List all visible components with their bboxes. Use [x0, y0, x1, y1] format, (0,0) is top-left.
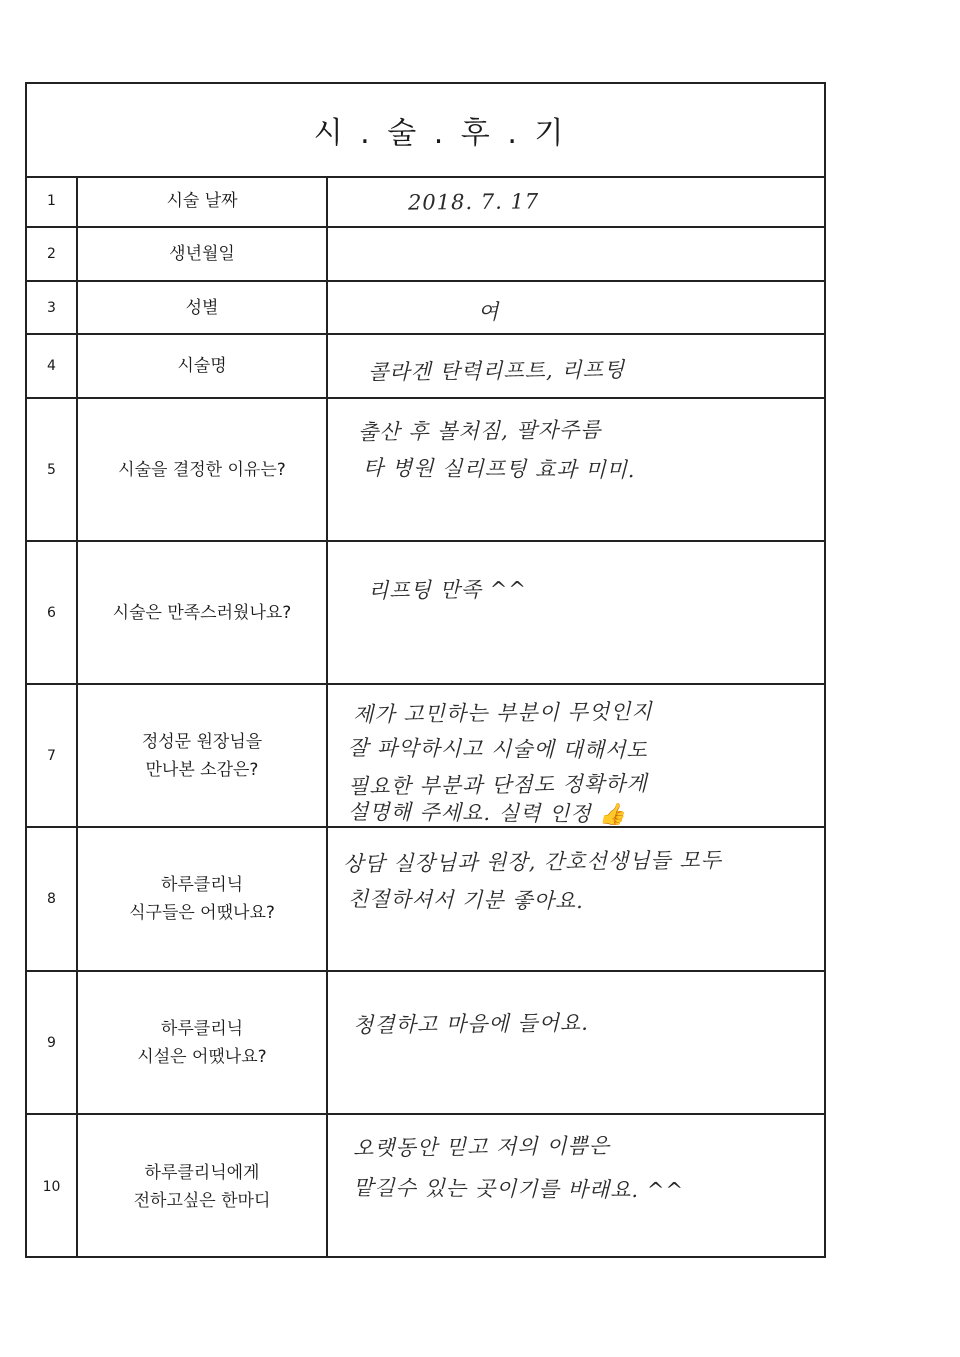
- handwritten-answer-line: 오랫동안 믿고 저의 이쁨은: [352, 1133, 611, 1161]
- handwritten-answer-line: 콜라겐 탄력리프트, 리프팅: [367, 357, 626, 385]
- review-form: [25, 82, 826, 1258]
- answer-cell: [328, 1115, 824, 1258]
- form-row-4: [27, 335, 824, 399]
- question-label: 하루클리닉에게 전하고싶은 한마디: [78, 1115, 328, 1258]
- form-row-2: [27, 228, 824, 282]
- question-label: 하루클리닉 시설은 어땠나요?: [78, 972, 328, 1113]
- answer-cell: [328, 542, 824, 683]
- form-row-6: [27, 542, 824, 685]
- question-label: 시술을 결정한 이유는?: [78, 399, 328, 540]
- handwritten-answer-line: 여: [477, 299, 500, 325]
- answer-cell: [328, 228, 824, 280]
- row-number: 7: [27, 685, 78, 826]
- row-number: 9: [27, 972, 78, 1113]
- handwritten-answer-line: 맡길수 있는 곳이기를 바래요. ^^: [352, 1175, 685, 1203]
- handwritten-answer-line: 2018. 7. 17: [407, 189, 540, 215]
- form-row-5: [27, 399, 824, 542]
- answer-cell: [328, 972, 824, 1113]
- form-row-9: [27, 972, 824, 1115]
- form-row-10: [27, 1115, 824, 1258]
- row-number: 5: [27, 399, 78, 540]
- handwritten-answer-line: 제가 고민하는 부분이 무엇인지: [352, 699, 653, 727]
- handwritten-answer-line: 리프팅 만족 ^^: [367, 577, 528, 603]
- question-label: 정성문 원장님을 만나본 소감은?: [78, 685, 328, 826]
- form-row-3: [27, 282, 824, 335]
- question-label: 하루클리닉 식구들은 어땠나요?: [78, 828, 328, 970]
- answer-cell: [328, 176, 824, 226]
- row-number: 2: [27, 228, 78, 280]
- answer-cell: [328, 282, 824, 333]
- form-row-8: [27, 828, 824, 972]
- question-label: 생년월일: [78, 228, 328, 280]
- handwritten-answer-line: 타 병원 실리프팅 효과 미미.: [362, 455, 636, 483]
- title-row: [27, 84, 824, 178]
- answer-cell: [328, 685, 824, 826]
- form-row-7: [27, 685, 824, 828]
- answer-cell: [328, 399, 824, 540]
- handwritten-answer-line: 필요한 부분과 단점도 정확하게: [347, 771, 648, 799]
- handwritten-answer-line: 설명해 주세요. 실력 인정 👍: [347, 799, 627, 827]
- row-number: 10: [27, 1115, 78, 1258]
- question-label: 시술 날짜: [78, 176, 328, 226]
- row-number: 4: [27, 335, 78, 397]
- question-label: 시술은 만족스러웠나요?: [78, 542, 328, 683]
- handwritten-answer-line: 출산 후 볼처짐, 팔자주름: [357, 417, 602, 445]
- row-number: 8: [27, 828, 78, 970]
- row-number: 1: [27, 176, 78, 226]
- handwritten-answer-line: 친절하셔서 기분 좋아요.: [347, 886, 584, 914]
- handwritten-answer-line: 잘 파악하시고 시술에 대해서도: [347, 735, 648, 763]
- handwritten-answer-line: 상담 실장님과 원장, 간호선생님들 모두: [342, 848, 723, 876]
- form-title: 시 . 술 . 후 . 기: [313, 116, 568, 151]
- row-number: 6: [27, 542, 78, 683]
- row-number: 3: [27, 282, 78, 333]
- handwritten-answer-line: 청결하고 마음에 들어요.: [352, 1010, 590, 1038]
- answer-cell: [328, 828, 824, 970]
- answer-cell: [328, 335, 824, 397]
- form-row-1: [27, 176, 824, 228]
- question-label: 성별: [78, 282, 328, 333]
- question-label: 시술명: [78, 335, 328, 397]
